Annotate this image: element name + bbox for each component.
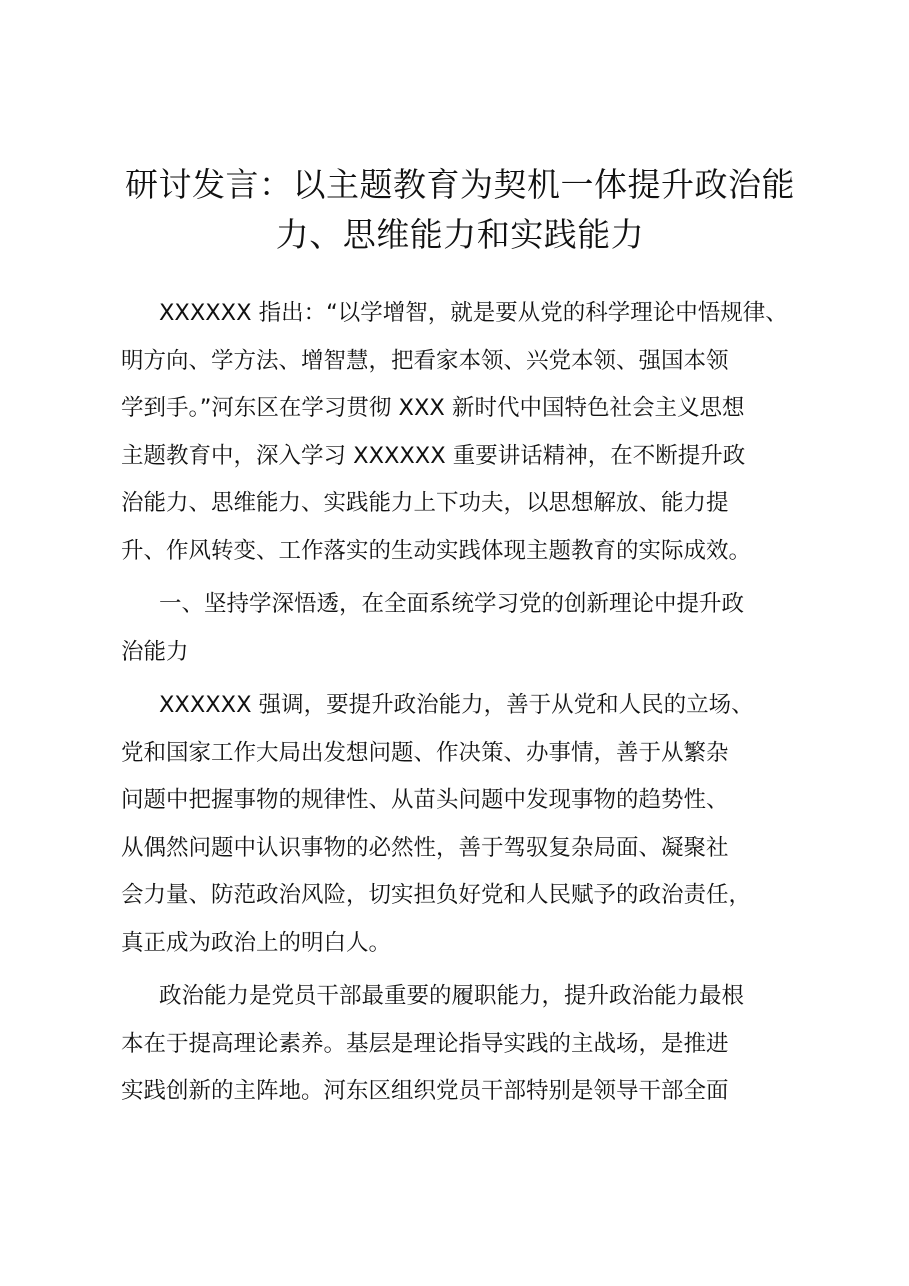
paragraph-line: 学到手。”河东区在学习贯彻 XXX 新时代中国特色社会主义思想: [121, 395, 745, 421]
paragraph-line: 会力量、防范政治风险，切实担负好党和人民赋予的政治责任，: [121, 882, 752, 908]
paragraph-line: 一、坚持学深悟透，在全面系统学习党的创新理论中提升政: [159, 591, 745, 617]
paragraph-line: XXXXXX 强调，要提升政治能力，善于从党和人民的立场、: [159, 692, 754, 718]
paragraph-line: 明方向、学方法、增智慧，把看家本领、兴党本领、强国本领: [121, 347, 729, 374]
paragraph-line: 政治能力是党员干部最重要的履职能力，提升政治能力最根: [159, 983, 745, 1009]
document-body: [121, 290, 801, 1116]
paragraph-intro: [121, 290, 801, 575]
paragraph-line: 从偶然问题中认识事物的必然性，善于驾驭复杂局面、凝聚社: [121, 834, 729, 861]
paragraph-line: 治能力: [121, 638, 189, 665]
paragraph-line: XXXXXX 指出：“以学增智，就是要从党的科学理论中悟规律、: [159, 300, 788, 326]
paragraph-line: 实践创新的主阵地。河东区组织党员干部特别是领导干部全面: [121, 1078, 729, 1104]
paragraph-line: 真正成为政治上的明白人。: [121, 929, 392, 956]
paragraph-line: 问题中把握事物的规律性、从苗头问题中发现事物的趋势性、: [121, 787, 729, 813]
paragraph-emphasis: [121, 682, 801, 967]
paragraph-line: 本在于提高理论素养。基层是理论指导实践的主战场，是推进: [121, 1030, 729, 1057]
paragraph-line: 治能力、思维能力、实践能力上下功夫，以思想解放、能力提: [121, 490, 729, 516]
section-heading: [121, 581, 801, 676]
paragraph-political-capacity: [121, 973, 801, 1116]
paragraph-line: 党和国家工作大局出发想问题、作决策、办事情，善于从繁杂: [121, 739, 729, 766]
paragraph-line: 升、作风转变、工作落实的生动实践体现主题教育的实际成效。: [121, 537, 752, 564]
title-line: 力、思维能力和实践能力: [275, 215, 645, 254]
paragraph-line: 主题教育中，深入学习 XXXXXX 重要讲话精神，在不断提升政: [121, 442, 746, 469]
document-title: [100, 160, 820, 260]
title-line: 研讨发言：以主题教育为契机一体提升政治能: [125, 165, 795, 204]
